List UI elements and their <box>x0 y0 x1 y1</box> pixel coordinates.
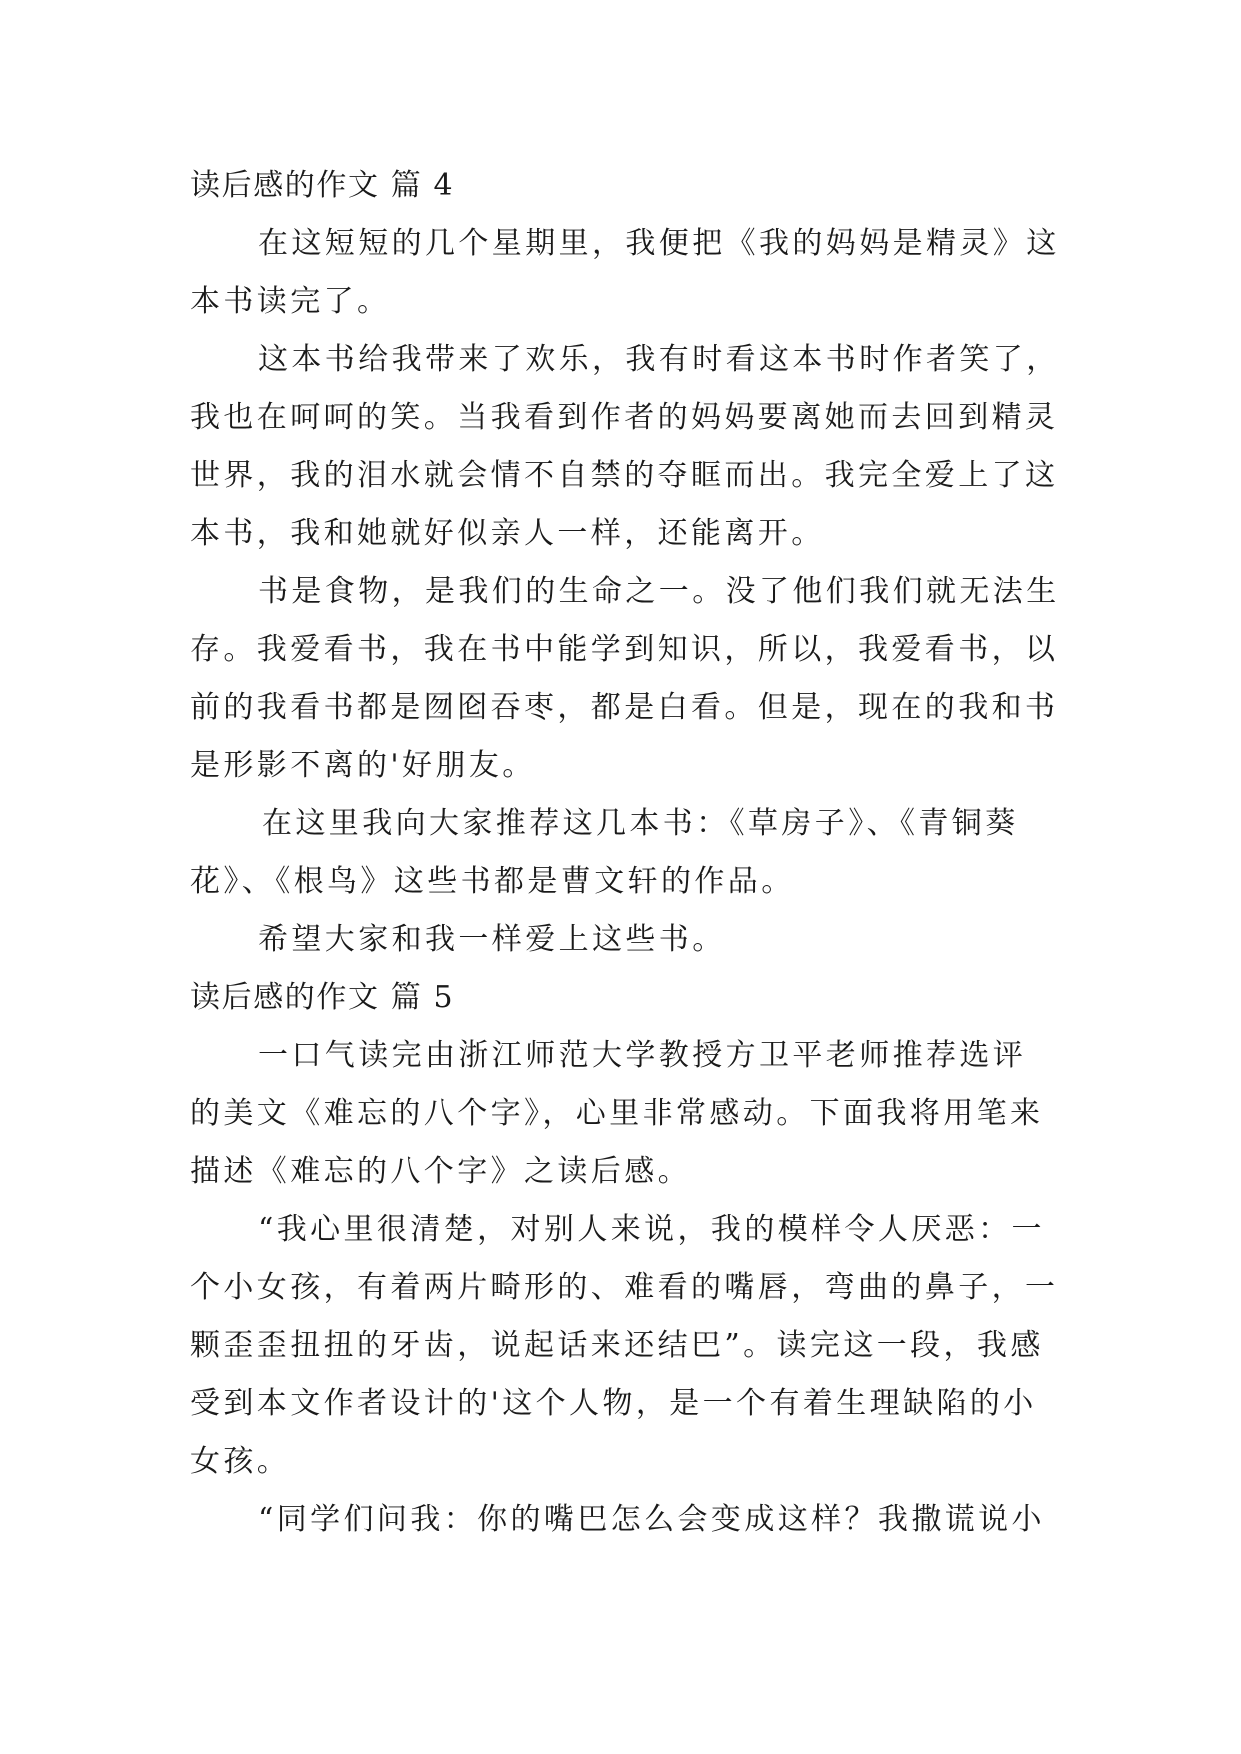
paragraph-line: 颗歪歪扭扭的牙齿，说起话来还结巴”。读完这一段，我感 <box>190 1328 1044 1363</box>
paragraph-line: 在这短短的几个星期里，我便把《我的妈妈是精灵》这 <box>258 226 1060 261</box>
paragraph-line: 书是食物，是我们的生命之一。没了他们我们就无法生 <box>258 574 1060 609</box>
paragraph-line: 花》、《根鸟》这些书都是曹文轩的作品。 <box>190 864 795 899</box>
paragraph-line: 本书，我和她就好似亲人一样，还能离开。 <box>190 516 825 551</box>
paragraph-line: 我也在呵呵的笑。当我看到作者的妈妈要离她而去回到精灵 <box>190 400 1059 435</box>
paragraph-line: 在这里我向大家推荐这几本书：《草房子》、《青铜葵 <box>262 806 1019 841</box>
paragraph-line: 女孩。 <box>190 1444 291 1479</box>
paragraph-line: 的美文《难忘的八个字》，心里非常感动。下面我将用笔来 <box>190 1096 1044 1131</box>
section-heading-4: 读后感的作文 篇 4 <box>190 168 455 203</box>
paragraph-line: “同学们问我：你的嘴巴怎么会变成这样？我撒谎说小 <box>258 1502 1045 1537</box>
paragraph-line: 个小女孩，有着两片畸形的、难看的嘴唇，弯曲的鼻子，一 <box>190 1270 1059 1305</box>
paragraph-line: 希望大家和我一样爱上这些书。 <box>258 922 726 957</box>
section-heading-5: 读后感的作文 篇 5 <box>190 980 455 1015</box>
paragraph-line: 本书读完了。 <box>190 284 391 319</box>
paragraph-line: “我心里很清楚，对别人来说，我的模样令人厌恶：一 <box>258 1212 1045 1247</box>
paragraph-line: 这本书给我带来了欢乐，我有时看这本书时作者笑了， <box>258 342 1060 377</box>
paragraph-line: 描述《难忘的八个字》之读后感。 <box>190 1154 691 1189</box>
paragraph-line: 是形影不离的'好朋友。 <box>190 748 536 783</box>
paragraph-line: 前的我看书都是囫囵吞枣，都是白看。但是，现在的我和书 <box>190 690 1059 725</box>
paragraph-line: 世界，我的泪水就会情不自禁的夺眶而出。我完全爱上了这 <box>190 458 1059 493</box>
paragraph-line: 一口气读完由浙江师范大学教授方卫平老师推荐选评 <box>258 1038 1027 1073</box>
paragraph-line: 受到本文作者设计的'这个人物，是一个有着生理缺陷的小 <box>190 1386 1037 1421</box>
paragraph-line: 存。我爱看书，我在书中能学到知识，所以，我爱看书，以 <box>190 632 1059 667</box>
